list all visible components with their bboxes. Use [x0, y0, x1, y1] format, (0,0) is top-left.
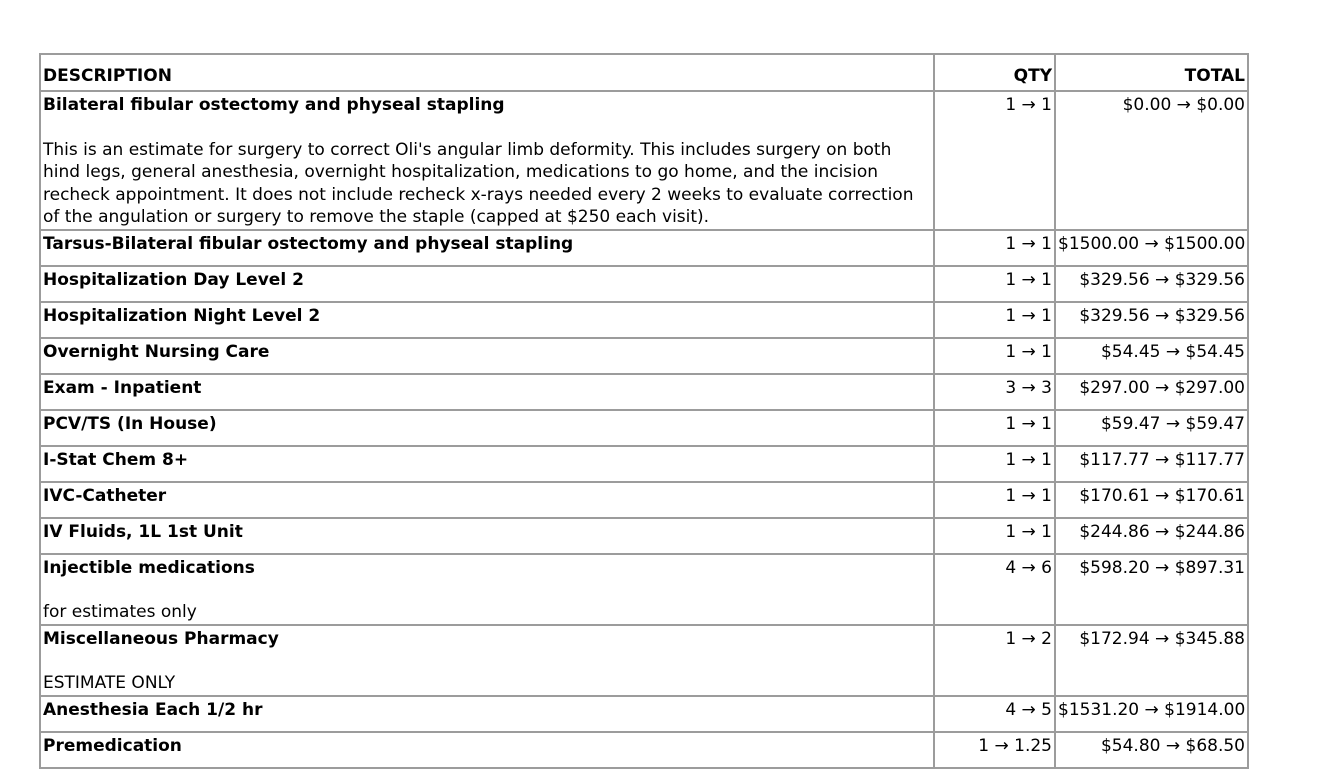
item-description-cell [40, 625, 934, 696]
item-total: $244.86 → $244.86 [1055, 518, 1248, 554]
item-description-cell [40, 374, 934, 410]
item-description-cell [40, 338, 934, 374]
item-qty: 1 → 1 [934, 482, 1055, 518]
item-description-cell [40, 410, 934, 446]
table-header-row [40, 54, 1248, 91]
table-row [40, 230, 1248, 266]
item-qty: 1 → 1 [934, 230, 1055, 266]
item-total: $59.47 → $59.47 [1055, 410, 1248, 446]
item-qty: 4 → 5 [934, 696, 1055, 732]
item-total: $1531.20 → $1914.00 [1055, 696, 1248, 732]
description-header: DESCRIPTION [40, 54, 934, 91]
table-row [40, 410, 1248, 446]
item-description-cell [40, 302, 934, 338]
table-row [40, 625, 1248, 696]
item-note: for estimates only [43, 602, 197, 622]
item-total: $117.77 → $117.77 [1055, 446, 1248, 482]
item-total: $54.45 → $54.45 [1055, 338, 1248, 374]
estimate-body [40, 91, 1248, 768]
total-header: TOTAL [1055, 54, 1248, 91]
item-total: $170.61 → $170.61 [1055, 482, 1248, 518]
item-description-cell [40, 230, 934, 266]
table-row [40, 554, 1248, 625]
item-name: Tarsus-Bilateral fibular ostectomy and physeal stapling [43, 233, 574, 254]
item-total: $329.56 → $329.56 [1055, 302, 1248, 338]
item-description-cell [40, 732, 934, 768]
item-description-cell [40, 696, 934, 732]
item-total: $297.00 → $297.00 [1055, 374, 1248, 410]
item-qty: 1 → 2 [934, 625, 1055, 696]
item-name: PCV/TS (In House) [43, 413, 217, 434]
table-row [40, 266, 1248, 302]
item-description-cell [40, 482, 934, 518]
table-row [40, 338, 1248, 374]
item-qty: 1 → 1.25 [934, 732, 1055, 768]
item-total: $172.94 → $345.88 [1055, 625, 1248, 696]
table-row [40, 696, 1248, 732]
estimate-table [39, 53, 1249, 769]
item-qty: 1 → 1 [934, 338, 1055, 374]
table-row [40, 446, 1248, 482]
item-description-cell [40, 518, 934, 554]
item-description-cell [40, 91, 934, 230]
table-row [40, 91, 1248, 230]
item-qty: 1 → 1 [934, 266, 1055, 302]
item-description-cell [40, 266, 934, 302]
table-row [40, 302, 1248, 338]
item-note: ESTIMATE ONLY [43, 673, 176, 693]
item-name: Injectible medications [43, 557, 255, 578]
item-name: Hospitalization Night Level 2 [43, 305, 321, 326]
item-qty: 3 → 3 [934, 374, 1055, 410]
item-qty: 1 → 1 [934, 518, 1055, 554]
table-row [40, 732, 1248, 768]
table-row [40, 518, 1248, 554]
item-qty: 4 → 6 [934, 554, 1055, 625]
item-total: $329.56 → $329.56 [1055, 266, 1248, 302]
item-name: Anesthesia Each 1/2 hr [43, 699, 263, 720]
item-qty: 1 → 1 [934, 91, 1055, 230]
table-row [40, 482, 1248, 518]
item-name: Overnight Nursing Care [43, 341, 270, 362]
table-row [40, 374, 1248, 410]
item-name: Hospitalization Day Level 2 [43, 269, 304, 290]
item-total: $598.20 → $897.31 [1055, 554, 1248, 625]
item-total: $1500.00 → $1500.00 [1055, 230, 1248, 266]
item-name: Bilateral fibular ostectomy and physeal stapling [43, 95, 505, 115]
item-qty: 1 → 1 [934, 410, 1055, 446]
item-name: IV Fluids, 1L 1st Unit [43, 521, 243, 542]
item-total: $0.00 → $0.00 [1055, 91, 1248, 230]
item-name: Miscellaneous Pharmacy [43, 628, 279, 649]
item-description-cell [40, 554, 934, 625]
item-name: I-Stat Chem 8+ [43, 449, 189, 470]
item-name: Exam - Inpatient [43, 377, 202, 398]
item-name: Premedication [43, 735, 182, 756]
item-description-cell [40, 446, 934, 482]
item-total: $54.80 → $68.50 [1055, 732, 1248, 768]
item-qty: 1 → 1 [934, 302, 1055, 338]
item-note: This is an estimate for surgery to correct Oli's angular limb deformity. This includes surgery on both hind legs, general anesthesia, overnight hospitalization, medications to go home, and the incision recheck appointment. It does not include recheck x-rays needed every 2 weeks to evaluate correction of the angulation or surgery to remove the staple (capped at $250 each visit). [43, 139, 914, 227]
item-name: IVC-Catheter [43, 485, 167, 506]
qty-header: QTY [934, 54, 1055, 91]
item-qty: 1 → 1 [934, 446, 1055, 482]
